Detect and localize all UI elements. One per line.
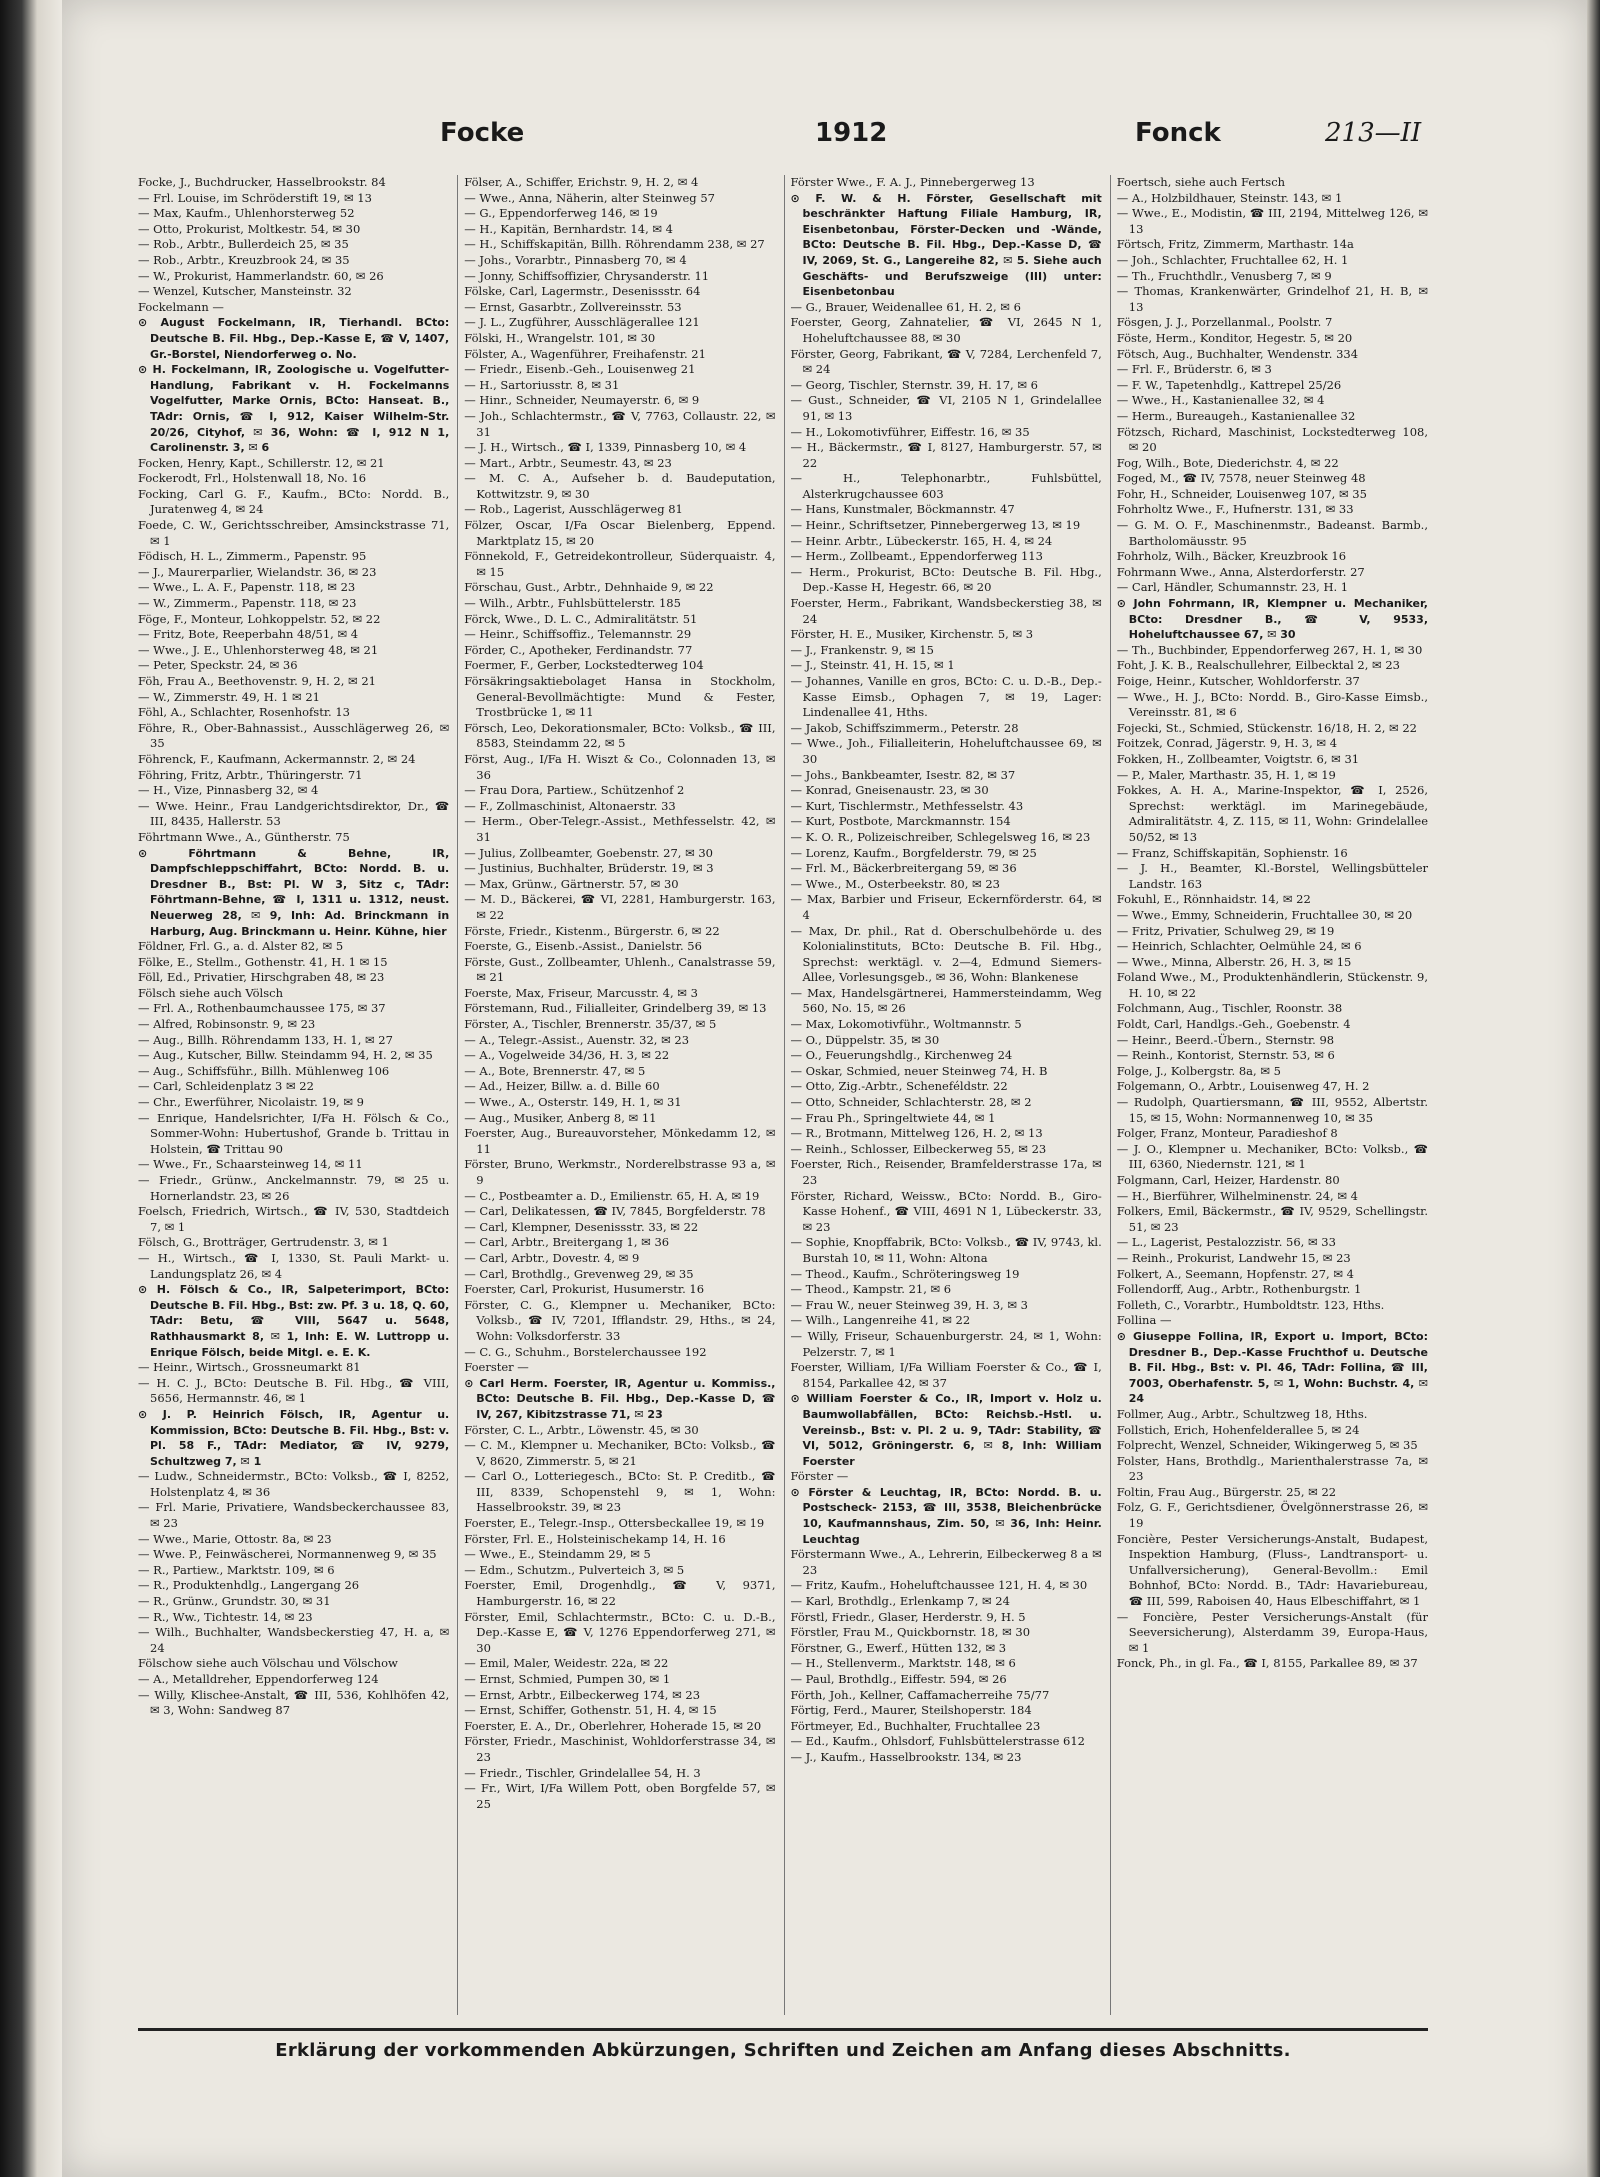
directory-entry: Foige, Heinr., Kutscher, Wohldorferstr. 37 (1116, 674, 1360, 688)
directory-entry: Foged, M., ☎ IV, 7578, neuer Steinweg 48 (1116, 471, 1366, 486)
directory-entry: — Reinh., Schlosser, Eilbeckerweg 55, ✉ 23 (790, 1141, 1047, 1156)
directory-entry: Fötsch, Aug., Buchhalter, Wendenstr. 334 (1116, 346, 1359, 361)
directory-entry: — Karl, Brothdlg., Erlenkamp 7, ✉ 24 (790, 1594, 1010, 1609)
directory-entry: — Th., Fruchthdlr., Venusberg 7, ✉ 9 (1116, 268, 1332, 283)
directory-entry: Foncière, Pester Versicherungs-Anstalt, Budapest, Inspektion Hamburg, (Fluss-, Landtransport- u. Unfallversicherung), General-Bevollm.: Emil Bohnhof, BCto: Nordd. B., TAdr: Havariebureau, ☎ III, 599, Raboisen 40, Haus Elbeschiffahrt, ✉ 1 (1116, 1531, 1428, 1609)
directory-entry: — J. L., Zugführer, Ausschlägerallee 121 (464, 315, 700, 330)
directory-entry: ⊙ August Fockelmann, IR, Tierhandl. BCto: Deutsche B. Fil. Hbg., Dep.-Kasse E, ☎ V, 1407, Gr.-Borstel, Niendorferweg o. No. (138, 316, 450, 361)
directory-entry: — Aug., Schiffsführ., Billh. Mühlenweg 106 (138, 1063, 390, 1078)
directory-entry: Folster, Hans, Brothdlg., Marienthalerstrasse 7a, ✉ 23 (1116, 1453, 1428, 1484)
directory-entry: — R., Brotmann, Mittelweg 126, H. 2, ✉ 13 (790, 1126, 1043, 1141)
directory-entry: — Wwe., Minna, Alberstr. 26, H. 3, ✉ 15 (1116, 954, 1352, 969)
directory-entry: — H., Sartoriusstr. 8, ✉ 31 (464, 377, 620, 392)
directory-entry: Föhre, R., Ober-Bahnassist., Ausschlägerweg 26, ✉ 35 (138, 720, 450, 751)
directory-entry: — A., Bote, Brennerstr. 47, ✉ 5 (464, 1063, 646, 1078)
directory-entry: — Aug., Kutscher, Billw. Steindamm 94, H. 2, ✉ 35 (138, 1048, 433, 1063)
directory-entry: — W., Zimmerstr. 49, H. 1 ✉ 21 (138, 689, 320, 704)
directory-entry: — Reinh., Prokurist, Landwehr 15, ✉ 23 (1116, 1250, 1351, 1265)
directory-entry: Förstl, Friedr., Glaser, Herderstr. 9, H. 5 (790, 1609, 1026, 1624)
directory-entry: — Ernst, Schmied, Pumpen 30, ✉ 1 (464, 1672, 671, 1686)
directory-entry: Fölsch, G., Brotträger, Gertrudenstr. 3, ✉ 1 (138, 1235, 389, 1250)
directory-entry: Förste, Gust., Zollbeamter, Uhlenh., Canalstrasse 59, ✉ 21 (464, 954, 776, 985)
directory-entry: ⊙ H. Fölsch & Co., IR, Salpeterimport, BCto: Deutsche B. Fil. Hbg., Bst: zw. Pf. 3 u. 18, Q. 60, TAdr: Betu, ☎ VIII, 5647 u. 5648, Rathhausmarkt 8, ✉ 1, Inh: E. W. Luttropp u. Enrique Fölsch, beide Mitgl. e. E. K. (138, 1283, 450, 1359)
abbreviation-note: Erklärung der vorkommenden Abkürzungen, Schriften und Zeichen am Anfang dieses Abschnitts. (275, 2040, 1291, 2061)
directory-entry: — Wwe., J. E., Uhlenhorsterweg 48, ✉ 21 (138, 642, 379, 657)
directory-entry: — Hinr., Schneider, Neumayerstr. 6, ✉ 9 (464, 393, 700, 408)
directory-entry: — Wwe., Emmy, Schneiderin, Fruchtallee 30, ✉ 20 (1116, 907, 1413, 922)
directory-entry: Fockerodt, Frl., Holstenwall 18, No. 16 (138, 471, 367, 486)
directory-entry: Förstner, G., Ewerf., Hütten 132, ✉ 3 (790, 1640, 1007, 1655)
directory-entry: — Emil, Maler, Weidestr. 22a, ✉ 22 (464, 1656, 669, 1671)
directory-entry: — Mart., Arbtr., Seumestr. 43, ✉ 23 (464, 455, 672, 470)
directory-entry: — P., Maler, Marthastr. 35, H. 1, ✉ 19 (1116, 767, 1336, 782)
directory-entry: — Aug., Billh. Röhrendamm 133, H. 1, ✉ 27 (138, 1032, 393, 1047)
book-spine (0, 0, 62, 2177)
directory-entry: Folprecht, Wenzel, Schneider, Wikingerweg 5, ✉ 35 (1116, 1438, 1418, 1453)
directory-entry: — Wwe. Heinr., Frau Landgerichtsdirektor, Dr., ☎ III, 8435, Hallerstr. 53 (138, 798, 450, 829)
directory-entry: Fölke, E., Stellm., Gothenstr. 41, H. 1 ✉ 15 (138, 954, 388, 969)
directory-entry: — Gust., Schneider, ☎ VI, 2105 N 1, Grindelallee 91, ✉ 13 (790, 393, 1102, 423)
directory-entry: Förster, Emil, Schlachtermstr., BCto: C. u. D.-B., Dep.-Kasse E, ☎ V, 1276 Eppendorferweg 271, ✉ 30 (464, 1609, 776, 1655)
directory-entry: — A., Metalldreher, Eppendorferweg 124 (138, 1672, 379, 1686)
directory-entry: — Joh., Schlachtermstr., ☎ V, 7763, Collaustr. 22, ✉ 31 (464, 408, 776, 439)
directory-entry: — W., Prokurist, Hammerlandstr. 60, ✉ 26 (138, 268, 384, 283)
directory-entry: Földner, Frl. G., a. d. Alster 82, ✉ 5 (138, 939, 344, 954)
directory-entry: — R., Produktenhdlg., Langergang 26 (138, 1578, 360, 1593)
directory-entry: Förtsch, Fritz, Zimmerm, Marthastr. 14a (1116, 237, 1354, 252)
directory-entry: Foldt, Carl, Handlgs.-Geh., Goebenstr. 4 (1116, 1017, 1351, 1032)
directory-entry: — Enrique, Handelsrichter, I/Fa H. Fölsch & Co., Sommer-Wohn: Hubertushof, Grande b. Trittau in Holstein, ☎ Trittau 90 (138, 1110, 450, 1156)
directory-entry: — A., Telegr.-Assist., Auenstr. 32, ✉ 23 (464, 1032, 690, 1047)
directory-entry: Försäkringsaktiebolaget Hansa in Stockholm, General-Bevollmächtigte: Mund & Fester, Trostbrücke 1, ✉ 11 (464, 674, 776, 720)
directory-entry: Förder, C., Apotheker, Ferdinandstr. 77 (464, 642, 693, 657)
directory-entry: Förster, Bruno, Werkmstr., Norderelbstrasse 93 a, ✉ 9 (464, 1157, 776, 1187)
directory-entry: — Wwe., Fr., Schaarsteinweg 14, ✉ 11 (138, 1157, 363, 1172)
directory-entry: Folgmann, Carl, Heizer, Hardenstr. 80 (1116, 1173, 1340, 1187)
directory-entry: — Heinr., Beerd.-Übern., Sternstr. 98 (1116, 1032, 1335, 1047)
directory-entry: Förster, C. L., Arbtr., Löwenstr. 45, ✉ 30 (464, 1422, 699, 1437)
directory-entry: Foitzek, Conrad, Jägerstr. 9, H. 3, ✉ 4 (1116, 736, 1338, 751)
directory-entry: — Wwe., M., Osterbeekstr. 80, ✉ 23 (790, 876, 1000, 891)
directory-entry: Förste, Friedr., Kistenm., Bürgerstr. 6, ✉ 22 (464, 923, 720, 938)
directory-entry: Folkers, Emil, Bäckermstr., ☎ IV, 9529, Schellingstr. 51, ✉ 23 (1116, 1204, 1428, 1234)
directory-entry: — C., Postbeamter a. D., Emilienstr. 65, H. A, ✉ 19 (464, 1188, 760, 1203)
directory-entry: — Ernst, Arbtr., Eilbeckerweg 174, ✉ 23 (464, 1687, 701, 1702)
directory-entry: ⊙ Förster & Leuchtag, IR, BCto: Nordd. B. u. Postscheck- 2153, ☎ III, 3538, Bleichenbrücke 10, Kaufmannshaus, Zim. 50, ✉ 36, Inh: Heinr. Leuchtag (790, 1485, 1102, 1546)
directory-entry: — Wwe., A., Osterstr. 149, H. 1, ✉ 31 (464, 1095, 682, 1110)
directory-entry: — Carl, Arbtr., Dovestr. 4, ✉ 9 (464, 1250, 640, 1265)
directory-entry: — C. M., Klempner u. Mechaniker, BCto: Volksb., ☎ V, 8620, Zimmerstr. 5, ✉ 21 (464, 1438, 776, 1468)
directory-entry: — Frau Dora, Partiew., Schützenhof 2 (464, 783, 685, 798)
directory-entry: — H., Wirtsch., ☎ I, 1330, St. Pauli Markt- u. Landungsplatz 26, ✉ 4 (138, 1250, 450, 1281)
directory-entry: — Herm., Prokurist, BCto: Deutsche B. Fil. Hbg., Dep.-Kasse H, Hegestr. 66, ✉ 20 (790, 564, 1102, 595)
directory-entry: Fohrholtz Wwe., F., Hufnerstr. 131, ✉ 33 (1116, 502, 1354, 517)
directory-entry: Fölschow siehe auch Völschau und Völschow (138, 1656, 398, 1671)
directory-entry: — Wwe., Marie, Ottostr. 8a, ✉ 23 (138, 1531, 332, 1546)
directory-entry: — Theod., Kampstr. 21, ✉ 6 (790, 1282, 952, 1297)
directory-entry: — Wilh., Langenreihe 41, ✉ 22 (790, 1313, 971, 1328)
directory-entry: — Th., Buchbinder, Eppendorferweg 267, H. 1, ✉ 30 (1116, 642, 1423, 657)
directory-entry: Förstemann, Rud., Filialleiter, Grindelberg 39, ✉ 13 (464, 1001, 767, 1016)
directory-entry: — H., Kapitän, Bernhardstr. 14, ✉ 4 (464, 221, 673, 236)
directory-entry: — Rudolph, Quartiersmann, ☎ III, 9552, Albertstr. 15, ✉ 15, Wohn: Normannenweg 10, ✉ 35 (1116, 1095, 1428, 1125)
directory-entry: Fokken, H., Zollbeamter, Voigtstr. 6, ✉ 31 (1116, 751, 1360, 766)
directory-entry: Follina — (1116, 1313, 1172, 1328)
directory-entry: Foerste, Max, Friseur, Marcusstr. 4, ✉ 3 (464, 985, 698, 1000)
directory-entry: — Ad., Heizer, Billw. a. d. Bille 60 (464, 1079, 660, 1094)
directory-entry: Förster, A., Tischler, Brennerstr. 35/37, ✉ 5 (464, 1017, 717, 1032)
directory-entry: — H., Stellenverm., Marktstr. 148, ✉ 6 (790, 1656, 1016, 1671)
directory-entry: Folz, G. F., Gerichtsdiener, Övelgönnerstrasse 26, ✉ 19 (1116, 1500, 1428, 1531)
directory-entry: Förster, C. G., Klempner u. Mechaniker, BCto: Volksb., ☎ IV, 7201, Ifflandstr. 29, Hths., ✉ 24, Wohn: Volksdorferstr. 33 (464, 1297, 776, 1343)
directory-entry: Fokkes, A. H. A., Marine-Inspektor, ☎ I, 2526, Sprechst: werktägl. im Marinegebäude, Admiralitätstr. 4, Z. 115, ✉ 11, Wohn: Grindelallee 50/52, ✉ 13 (1116, 783, 1428, 844)
directory-entry: Fölzer, Oscar, I/Fa Oscar Bielenberg, Eppend. Marktplatz 15, ✉ 20 (464, 518, 776, 548)
directory-entry: — O., Düppelstr. 35, ✉ 30 (790, 1032, 940, 1047)
directory-entry: — H., Bierführer, Wilhelminenstr. 24, ✉ 4 (1116, 1188, 1358, 1203)
directory-entry: Foerster, Emil, Drogenhdlg., ☎ V, 9371, Hamburgerstr. 16, ✉ 22 (464, 1578, 776, 1609)
directory-entry: — Foncière, Pester Versicherungs-Anstalt (für Seeversicherung), Alsterdamm 39, Europa-Haus, ✉ 1 (1116, 1609, 1428, 1655)
directory-entry: — Fr., Wirt, I/Fa Willem Pott, oben Borgfelde 57, ✉ 25 (464, 1781, 776, 1811)
directory-entry: — F., Zollmaschinist, Altonaerstr. 33 (464, 798, 676, 813)
directory-entry: — Edm., Schutzm., Pulverteich 3, ✉ 5 (464, 1562, 685, 1577)
directory-entry: — J., Frankenstr. 9, ✉ 15 (790, 642, 934, 657)
directory-entry: — Wwe., E., Steindamm 29, ✉ 5 (464, 1547, 651, 1562)
directory-entry: Folge, J., Kolbergstr. 8a, ✉ 5 (1116, 1063, 1281, 1078)
running-head-left: Focke (440, 118, 525, 148)
directory-entry: — Herm., Bureaugeh., Kastanienallee 32 (1116, 408, 1356, 423)
directory-entry: Foede, C. W., Gerichtsschreiber, Amsinckstrasse 71, ✉ 1 (138, 518, 450, 548)
directory-entry: — Carl, Brothdlg., Grevenweg 29, ✉ 35 (464, 1266, 694, 1281)
page-header (110, 118, 1430, 158)
directory-entry: — Hans, Kunstmaler, Böckmannstr. 47 (790, 502, 1015, 517)
directory-entry: — Wilh., Arbtr., Fuhlsbüttelerstr. 185 (464, 596, 681, 611)
directory-entry: — Wwe., L. A. F., Papenstr. 118, ✉ 23 (138, 580, 356, 595)
running-head-year: 1912 (815, 118, 888, 148)
directory-entry: — Konrad, Gneisenaustr. 23, ✉ 30 (790, 783, 989, 798)
directory-entry: — Max, Kaufm., Uhlenhorsterweg 52 (138, 206, 355, 221)
directory-entry: — J. H., Beamter, Kl.-Borstel, Wellingsbütteler Landstr. 163 (1116, 861, 1428, 891)
directory-entry: Förster, Frl. E., Holsteinischekamp 14, H. 16 (464, 1531, 726, 1546)
directory-entry: — Friedr., Tischler, Grindelallee 54, H. 3 (464, 1765, 701, 1780)
directory-entry: Fohrmann Wwe., Anna, Alsterdorferstr. 27 (1116, 564, 1365, 579)
directory-entry: — Heinr., Schiffsoffiz., Telemannstr. 29 (464, 627, 692, 642)
directory-entry: — Max, Handelsgärtnerei, Hammersteindamm, Weg 560, No. 15, ✉ 26 (790, 985, 1102, 1016)
directory-entry: — C. G., Schuhm., Borstelerchaussee 192 (464, 1344, 707, 1359)
directory-entry: — J. H., Wirtsch., ☎ I, 1339, Pinnasberg 10, ✉ 4 (464, 440, 747, 455)
directory-entry: — Max, Dr. phil., Rat d. Oberschulbehörde u. des Kolonialinstituts, BCto: Deutsche B. Fil. Hbg., Sprechst: werktägl. v. 2—4, Edmund Siemers-Allee, Vorlesungsgeb., ✉ 36, Wohn: Blankenese (790, 923, 1102, 985)
column-3 (784, 175, 1102, 2015)
directory-entry: — L., Lagerist, Pestalozzistr. 56, ✉ 33 (1116, 1235, 1336, 1250)
directory-entry: — Heinr., Wirtsch., Grossneumarkt 81 (138, 1360, 361, 1375)
column-2 (457, 175, 775, 2015)
directory-entry: — Sophie, Knopffabrik, BCto: Volksb., ☎ IV, 9743, kl. Burstah 10, ✉ 11, Wohn: Altona (790, 1235, 1102, 1265)
directory-entry: Föge, F., Monteur, Lohkoppelstr. 52, ✉ 22 (138, 611, 381, 626)
directory-entry: Fönnekold, F., Getreidekontrolleur, Süderquaistr. 4, ✉ 15 (464, 549, 776, 579)
page-edge (1587, 0, 1600, 2177)
page-number: 213—II (1325, 118, 1422, 148)
directory-entry: Fohrholz, Wilh., Bäcker, Kreuzbrook 16 (1116, 549, 1347, 564)
directory-entry: Förster Wwe., F. A. J., Pinnebergerweg 13 (790, 175, 1035, 189)
directory-entry: Föll, Ed., Privatier, Hirschgraben 48, ✉ 23 (138, 970, 385, 985)
directory-entry: — Ernst, Gasarbtr., Zollvereinsstr. 53 (464, 299, 682, 314)
directory-entry: — Otto, Schneider, Schlachterstr. 28, ✉ 2 (790, 1095, 1032, 1110)
directory-entry: Fölski, H., Wrangelstr. 101, ✉ 30 (464, 330, 656, 345)
directory-entry: — Carl, Arbtr., Breitergang 1, ✉ 36 (464, 1235, 670, 1250)
directory-entry: Focken, Henry, Kapt., Schillerstr. 12, ✉ 21 (138, 455, 385, 470)
directory-entry: Förth, Joh., Kellner, Caffamacherreihe 75/77 (790, 1687, 1050, 1702)
directory-entry: — Lorenz, Kaufm., Borgfelderstr. 79, ✉ 25 (790, 845, 1037, 860)
directory-entry: Förster, Friedr., Maschinist, Wohldorferstrasse 34, ✉ 23 (464, 1734, 776, 1764)
directory-entry: — Herm., Ober-Telegr.-Assist., Methfesselstr. 42, ✉ 31 (464, 814, 776, 844)
directory-entry: — Willy, Klischee-Anstalt, ☎ III, 536, Kohlhöfen 42, ✉ 3, Wohn: Sandweg 87 (138, 1687, 450, 1718)
directory-entry: — Rob., Arbtr., Bullerdeich 25, ✉ 35 (138, 237, 349, 252)
directory-entry: — Carl, Händler, Schumannstr. 23, H. 1 (1116, 580, 1349, 595)
column-4 (1110, 175, 1428, 2015)
directory-entry: Fohr, H., Schneider, Louisenweg 107, ✉ 35 (1116, 486, 1367, 501)
directory-entry: ⊙ Carl Herm. Foerster, IR, Agentur u. Kommiss., BCto: Deutsche B. Fil. Hbg., Dep.-Kasse D, ☎ IV, 267, Kibitzstrasse 71, ✉ 23 (464, 1376, 776, 1421)
directory-entry: Fölske, Carl, Lagermstr., Desenissstr. 64 (464, 284, 701, 299)
footer-rule (138, 2028, 1428, 2031)
directory-entry: — Alfred, Robinsonstr. 9, ✉ 23 (138, 1017, 316, 1032)
directory-entry: Foerster, Carl, Prokurist, Husumerstr. 16 (464, 1282, 705, 1297)
directory-entry: — Joh., Schlachter, Fruchtallee 62, H. 1 (1116, 252, 1349, 267)
directory-entry: Foltin, Frau Aug., Bürgerstr. 25, ✉ 22 (1116, 1484, 1337, 1499)
directory-entry: — Jonny, Schiffsoffizier, Chrysanderstr. 11 (464, 268, 710, 283)
directory-entry: Foerster, Georg, Zahnatelier, ☎ VI, 2645 N 1, Hoheluftchaussee 88, ✉ 30 (790, 315, 1102, 345)
directory-entry: Foerster, William, I/Fa William Foerster & Co., ☎ I, 8154, Parkallee 42, ✉ 37 (790, 1360, 1102, 1390)
directory-entry: Förster, Richard, Weissw., BCto: Nordd. B., Giro-Kasse Hohenf., ☎ VIII, 4691 N 1, Lübeckerstr. 33, ✉ 23 (790, 1188, 1102, 1234)
directory-entry: — R., Ww., Tichtestr. 14, ✉ 23 (138, 1609, 313, 1624)
directory-entry: Follstich, Erich, Hohenfelderallee 5, ✉ 24 (1116, 1422, 1360, 1437)
directory-entry: Fölser, A., Schiffer, Erichstr. 9, H. 2, ✉ 4 (464, 175, 699, 189)
directory-entry: — W., Zimmerm., Papenstr. 118, ✉ 23 (138, 596, 357, 611)
directory-entry: Folgemann, O., Arbtr., Louisenweg 47, H. 2 (1116, 1079, 1370, 1094)
directory-entry: Förtmeyer, Ed., Buchhalter, Fruchtallee 23 (790, 1718, 1041, 1733)
directory-entry: — Thomas, Krankenwärter, Grindelhof 21, H. B, ✉ 13 (1116, 284, 1428, 314)
directory-entry: ⊙ F. W. & H. Förster, Gesellschaft mit beschränkter Haftung Filiale Hamburg, IR, Eisenbetonbau, Förster-Decken und -Wände, BCto: Deutsche B. Fil. Hbg., Dep.-Kasse D, ☎ IV, 2069, St. G., Langereihe 82, ✉ 5. Siehe auch Geschäfts- und Berufszweige (III) unter: Eisenbetonbau (790, 191, 1102, 299)
directory-entry: ⊙ John Fohrmann, IR, Klempner u. Mechaniker, BCto: Dresdner B., ☎ V, 9533, Hoheluftchaussee 67, ✉ 30 (1116, 597, 1428, 642)
directory-entry: — Wwe. P., Feinwäscherei, Normannenweg 9, ✉ 35 (138, 1547, 437, 1562)
directory-entry: — Ludw., Schneidermstr., BCto: Volksb., ☎ I, 8252, Holstenplatz 4, ✉ 36 (138, 1469, 450, 1499)
directory-entry: — J., Steinstr. 41, H. 15, ✉ 1 (790, 658, 955, 673)
directory-entry: — Franz, Schiffskapitän, Sophienstr. 16 (1116, 845, 1348, 860)
directory-entry: — Theod., Kaufm., Schröteringsweg 19 (790, 1266, 1020, 1281)
directory-entry: Foerster, E. A., Dr., Oberlehrer, Hoherade 15, ✉ 20 (464, 1718, 762, 1733)
directory-entry: Foerste, G., Eisenb.-Assist., Danielstr. 56 (464, 939, 702, 954)
directory-entry: Foermer, F., Gerber, Lockstedterweg 104 (464, 658, 704, 673)
directory-entry: Fösgen, J. J., Porzellanmal., Poolstr. 7 (1116, 315, 1333, 330)
directory-entry: — Johs., Vorarbtr., Pinnasberg 70, ✉ 4 (464, 252, 687, 267)
directory-entry: — Willy, Friseur, Schauenburgerstr. 24, ✉ 1, Wohn: Pelzerstr. 7, ✉ 1 (790, 1328, 1102, 1359)
directory-entry: — Carl, Schleidenplatz 3 ✉ 22 (138, 1079, 314, 1094)
directory-entry: Fokuhl, E., Rönnhaidstr. 14, ✉ 22 (1116, 892, 1311, 907)
directory-entry: — A., Holzbildhauer, Steinstr. 143, ✉ 1 (1116, 190, 1343, 205)
directory-entry: Föhring, Fritz, Arbtr., Thüringerstr. 71 (138, 767, 363, 782)
directory-entry: Föh, Frau A., Beethovenstr. 9, H. 2, ✉ 21 (138, 674, 376, 688)
directory-entry: — Fritz, Kaufm., Hoheluftchaussee 121, H. 4, ✉ 30 (790, 1578, 1088, 1593)
directory-entry: Follmer, Aug., Arbtr., Schultzweg 18, Hths. (1116, 1406, 1368, 1421)
directory-entry: — Friedr., Eisenb.-Geh., Louisenweg 21 (464, 362, 696, 377)
directory-entry: — Heinr., Schriftsetzer, Pinnebergerweg 13, ✉ 19 (790, 518, 1081, 533)
directory-entry: — H., Schiffskapitän, Billh. Röhrendamm 238, ✉ 27 (464, 237, 765, 252)
directory-entry: — Johannes, Vanille en gros, BCto: C. u. D.-B., Dep.-Kasse Eimsb., Ophagen 7, ✉ 19, Lager: Lindenallee 41, Hths. (790, 674, 1102, 720)
directory-entry: Folkert, A., Seemann, Hopfenstr. 27, ✉ 4 (1116, 1266, 1354, 1281)
directory-entry: Foerster, E., Telegr.-Insp., Ottersbeckallee 19, ✉ 19 (464, 1516, 765, 1531)
directory-entry: — R., Grünw., Grundstr. 30, ✉ 31 (138, 1594, 331, 1609)
directory-entry: — Herm., Zollbeamt., Eppendorferweg 113 (790, 549, 1043, 564)
directory-entry: — Julius, Zollbeamter, Goebenstr. 27, ✉ 30 (464, 845, 713, 860)
directory-entry: — Ernst, Schiffer, Gothenstr. 51, H. 4, ✉ 15 (464, 1703, 717, 1718)
directory-entry: — Frl. M., Bäckerbreitergang 59, ✉ 36 (790, 861, 1017, 876)
directory-entry: — K. O. R., Polizeischreiber, Schlegelsweg 16, ✉ 23 (790, 829, 1091, 844)
directory-entry: Förschau, Gust., Arbtr., Dehnhaide 9, ✉ 22 (464, 580, 714, 595)
directory-entry: — Wwe., Joh., Filialleiterin, Hoheluftchaussee 69, ✉ 30 (790, 736, 1102, 766)
directory-entry: Follendorff, Aug., Arbtr., Rothenburgstr. 1 (1116, 1282, 1362, 1297)
directory-entry: Fog, Wilh., Bote, Diederichstr. 4, ✉ 22 (1116, 455, 1339, 470)
directory-entry: — Friedr., Grünw., Anckelmannstr. 79, ✉ 25 u. Hornerlandstr. 23, ✉ 26 (138, 1173, 450, 1203)
directory-entry: — Max, Barbier und Friseur, Eckernförderstr. 64, ✉ 4 (790, 892, 1102, 922)
directory-entry: — H., Bäckermstr., ☎ I, 8127, Hamburgerstr. 57, ✉ 22 (790, 440, 1102, 470)
directory-entry: — F. W., Tapetenhdlg., Kattrepel 25/26 (1116, 377, 1342, 392)
directory-entry: — Kurt, Tischlermstr., Methfesselstr. 43 (790, 798, 1024, 813)
directory-entry: — Otto, Prokurist, Moltkestr. 54, ✉ 30 (138, 221, 361, 236)
directory-entry: Foerster — (464, 1360, 529, 1375)
directory-entry: — G. M. O. F., Maschinenmstr., Badeanst. Barmb., Bartholomäusstr. 95 (1116, 518, 1428, 548)
directory-entry: — H., Lokomotivführer, Eiffestr. 16, ✉ 35 (790, 424, 1030, 439)
directory-columns (138, 175, 1428, 2015)
directory-entry: Förster — (790, 1469, 849, 1484)
directory-entry: — Frl. A., Rothenbaumchaussee 175, ✉ 37 (138, 1001, 386, 1016)
directory-entry: — J. O., Klempner u. Mechaniker, BCto: Volksb., ☎ III, 6360, Niedernstr. 121, ✉ 1 (1116, 1141, 1428, 1172)
directory-entry: — Wilh., Buchhalter, Wandsbeckerstieg 47, H. a, ✉ 24 (138, 1625, 450, 1655)
directory-entry: Focke, J., Buchdrucker, Hasselbrookstr. 84 (138, 175, 386, 189)
directory-entry: — Carl, Delikatessen, ☎ IV, 7845, Borgfelderstr. 78 (464, 1204, 766, 1219)
directory-entry: ⊙ William Foerster & Co., IR, Import v. Holz u. Baumwollabfällen, BCto: Reichsb.-Hstl. u. Vereinsb., Bst: v. Pl. 2 u. 9, TAdr: Stability, ☎ VI, 5012, Gröningerstr. 6, ✉ 8, Inh: William Foerster (790, 1392, 1102, 1468)
directory-entry: Foertsch, siehe auch Fertsch (1116, 175, 1286, 189)
directory-entry: Foht, J. K. B., Realschullehrer, Eilbecktal 2, ✉ 23 (1116, 658, 1400, 673)
directory-entry: — Oskar, Schmied, neuer Steinweg 74, H. B (790, 1063, 1048, 1078)
directory-entry: — Wwe., H. J., BCto: Nordd. B., Giro-Kasse Eimsb., Vereinsstr. 81, ✉ 6 (1116, 689, 1428, 720)
directory-entry: Försch, Leo, Dekorationsmaler, BCto: Volksb., ☎ III, 8583, Steindamm 22, ✉ 5 (464, 720, 776, 751)
directory-entry: — Wwe., H., Kastanienallee 32, ✉ 4 (1116, 393, 1325, 408)
directory-entry: — A., Vogelweide 34/36, H. 3, ✉ 22 (464, 1048, 670, 1063)
directory-entry: — J., Maurerparlier, Wielandstr. 36, ✉ 23 (138, 564, 377, 579)
directory-entry: Foerster, Rich., Reisender, Bramfelderstrasse 17a, ✉ 23 (790, 1157, 1102, 1187)
directory-entry: — Carl, Klempner, Desenissstr. 33, ✉ 22 (464, 1219, 699, 1234)
directory-entry: — Fritz, Privatier, Schulweg 29, ✉ 19 (1116, 923, 1335, 938)
directory-entry: — M. C. A., Aufseher b. d. Baudeputation, Kottwitzstr. 9, ✉ 30 (464, 471, 776, 501)
directory-entry: Föste, Herm., Konditor, Hegestr. 5, ✉ 20 (1116, 330, 1353, 345)
directory-entry: — Otto, Zig.-Arbtr., Scheneféldstr. 22 (790, 1079, 1008, 1094)
directory-entry: Foerster, Aug., Bureauvorsteher, Mönkedamm 12, ✉ 11 (464, 1126, 776, 1156)
directory-entry: — Wwe., Anna, Näherin, alter Steinweg 57 (464, 190, 715, 205)
directory-entry: Foerster, Herm., Fabrikant, Wandsbeckerstieg 38, ✉ 24 (790, 596, 1102, 626)
directory-entry: — Rob., Lagerist, Ausschlägerweg 81 (464, 502, 683, 517)
directory-entry: Folchmann, Aug., Tischler, Roonstr. 38 (1116, 1001, 1343, 1016)
directory-entry: — Wwe., E., Modistin, ☎ III, 2194, Mittelweg 126, ✉ 13 (1116, 206, 1428, 236)
directory-entry: — Frau W., neuer Steinweg 39, H. 3, ✉ 3 (790, 1297, 1028, 1312)
directory-entry: ⊙ Föhrtmann & Behne, IR, Dampfschleppschiffahrt, BCto: Nordd. B. u. Dresdner B., Bst: Pl. W 3, Sitz c, TAdr: Föhrtmann-Behne, ☎ I, 1311 u. 1312, neust. Neuerweg 28, ✉ 9, Inh: Ad. Brinckmann in Harburg, Aug. Brinckmann u. Heinr. Kühne, hier (138, 846, 450, 938)
directory-entry: ⊙ H. Fockelmann, IR, Zoologische u. Vogelfutter-Handlung, Fabrikant v. H. Fockelmanns Vogelfutter, Marke Ornis, BCto: Hanseat. B., TAdr: Ornis, ☎ I, 912, Kaiser Wilhelm-Str. 20/26, Cityhof, ✉ 36, Wohn: ☎ I, 912 N 1, Carolinenstr. 3, ✉ 6 (138, 363, 450, 455)
directory-entry: Förster, Georg, Fabrikant, ☎ V, 7284, Lerchenfeld 7, ✉ 24 (790, 346, 1102, 377)
directory-entry: Förck, Wwe., D. L. C., Admiralitätstr. 51 (464, 611, 698, 626)
column-1 (138, 175, 449, 2015)
directory-entry: Fockelmann — (138, 299, 224, 314)
directory-entry: Förstler, Frau M., Quickbornstr. 18, ✉ 30 (790, 1625, 1031, 1640)
directory-entry: Förtig, Ferd., Maurer, Steilshoperstr. 184 (790, 1703, 1032, 1718)
directory-entry: Födisch, H. L., Zimmerm., Papenstr. 95 (138, 549, 367, 564)
directory-entry: Fojecki, St., Schmied, Stückenstr. 16/18, H. 2, ✉ 22 (1116, 720, 1417, 735)
directory-entry: — Paul, Brothdlg., Eiffestr. 594, ✉ 26 (790, 1672, 1007, 1686)
directory-entry: — Frl. Louise, im Schröderstift 19, ✉ 13 (138, 190, 372, 205)
directory-entry: — H., Vize, Pinnasberg 32, ✉ 4 (138, 783, 319, 798)
directory-entry: — Max, Lokomotivführ., Woltmannstr. 5 (790, 1017, 1022, 1032)
directory-entry: — H. C. J., BCto: Deutsche B. Fil. Hbg., ☎ VIII, 5656, Hermannstr. 46, ✉ 1 (138, 1375, 450, 1406)
directory-entry: Föhl, A., Schlachter, Rosenhofstr. 13 (138, 705, 351, 720)
directory-entry: — R., Partiew., Marktstr. 109, ✉ 6 (138, 1562, 335, 1577)
directory-entry: — Heinr. Arbtr., Lübeckerstr. 165, H. 4, ✉ 24 (790, 533, 1053, 548)
directory-entry: — Georg, Tischler, Sternstr. 39, H. 17, ✉ 6 (790, 377, 1038, 392)
directory-entry: — Fritz, Bote, Reeperbahn 48/51, ✉ 4 (138, 627, 359, 642)
directory-entry: Fötzsch, Richard, Maschinist, Lockstedterweg 108, ✉ 20 (1116, 424, 1428, 455)
directory-entry: — G., Brauer, Weidenallee 61, H. 2, ✉ 6 (790, 299, 1021, 314)
directory-entry: — Aug., Musiker, Anberg 8, ✉ 11 (464, 1110, 657, 1125)
directory-entry: — J., Kaufm., Hasselbrookstr. 134, ✉ 23 (790, 1749, 1022, 1764)
directory-entry: — Max, Grünw., Gärtnerstr. 57, ✉ 30 (464, 876, 679, 891)
directory-entry: Folleth, C., Vorarbtr., Humboldtstr. 123, Hths. (1116, 1297, 1385, 1312)
directory-entry: Folger, Franz, Monteur, Paradieshof 8 (1116, 1126, 1338, 1141)
directory-entry: — Justinius, Buchhalter, Brüderstr. 19, ✉ 3 (464, 861, 714, 876)
directory-entry: Föhrtmann Wwe., A., Güntherstr. 75 (138, 829, 350, 844)
directory-entry: — Peter, Speckstr. 24, ✉ 36 (138, 658, 298, 673)
directory-entry: — H., Telephonarbtr., Fuhlsbüttel, Alsterkrugchaussee 603 (790, 471, 1102, 501)
directory-entry: — Reinh., Kontorist, Sternstr. 53, ✉ 6 (1116, 1048, 1335, 1063)
directory-entry: — M. D., Bäckerei, ☎ VI, 2281, Hamburgerstr. 163, ✉ 22 (464, 892, 776, 922)
directory-entry: — Rob., Arbtr., Kreuzbrook 24, ✉ 35 (138, 252, 350, 267)
directory-entry: — Chr., Ewerführer, Nicolaistr. 19, ✉ 9 (138, 1095, 364, 1110)
directory-entry: Förstermann Wwe., A., Lehrerin, Eilbeckerweg 8 a ✉ 23 (790, 1547, 1102, 1577)
directory-entry: — Wenzel, Kutscher, Mansteinstr. 32 (138, 284, 352, 299)
directory-entry: Fölsch siehe auch Völsch (138, 985, 283, 1000)
directory-entry: — Carl O., Lotteriegesch., BCto: St. P. Creditb., ☎ III, 8339, Schopenstehl 9, ✉ 1, Wohn: Hasselbrookstr. 39, ✉ 23 (464, 1469, 776, 1515)
directory-entry: — Johs., Bankbeamter, Isestr. 82, ✉ 37 (790, 767, 1016, 782)
directory-entry: Först, Aug., I/Fa H. Wiszt & Co., Colonnaden 13, ✉ 36 (464, 751, 776, 782)
directory-entry: ⊙ Giuseppe Follina, IR, Export u. Import, BCto: Dresdner B., Dep.-Kasse Fruchthof u. Deutsche B. Fil. Hbg., Bst: v. Pl. 46, TAdr: Follina, ☎ III, 7003, Oberhafenstr. 5, ✉ 1, Wohn: Buchstr. 4, ✉ 24 (1116, 1329, 1428, 1406)
directory-entry: Föhrenck, F., Kaufmann, Ackermannstr. 2, ✉ 24 (138, 751, 416, 766)
directory-entry: — Frl. F., Brüderstr. 6, ✉ 3 (1116, 362, 1272, 377)
running-head-right: Fonck (1135, 118, 1221, 148)
directory-entry: — Frl. Marie, Privatiere, Wandsbeckerchaussee 83, ✉ 23 (138, 1500, 450, 1531)
directory-entry: — Heinrich, Schlachter, Oelmühle 24, ✉ 6 (1116, 939, 1362, 954)
directory-entry: Förster, H. E., Musiker, Kirchenstr. 5, ✉ 3 (790, 627, 1034, 642)
directory-entry: — O., Feuerungshdlg., Kirchenweg 24 (790, 1048, 1013, 1063)
directory-entry: — Jakob, Schiffszimmerm., Peterstr. 28 (790, 720, 1019, 735)
directory-entry: Fonck, Ph., in gl. Fa., ☎ I, 8155, Parkallee 89, ✉ 37 (1116, 1656, 1418, 1671)
directory-entry: Fölster, A., Wagenführer, Freihafenstr. 21 (464, 346, 706, 361)
directory-entry: — Kurt, Postbote, Marckmannstr. 154 (790, 814, 1011, 829)
directory-entry: — Ed., Kaufm., Ohlsdorf, Fuhlsbüttelerstrasse 612 (790, 1734, 1085, 1749)
directory-entry: ⊙ J. P. Heinrich Fölsch, IR, Agentur u. Kommission, BCto: Deutsche B. Fil. Hbg., Bst: v. Pl. 58 F., TAdr: Mediator, ☎ IV, 9279, Schultzweg 7, ✉ 1 (138, 1407, 450, 1468)
directory-entry: Foelsch, Friedrich, Wirtsch., ☎ IV, 530, Stadtdeich 7, ✉ 1 (138, 1204, 450, 1234)
directory-entry: Foland Wwe., M., Produktenhändlerin, Stückenstr. 9, H. 10, ✉ 22 (1116, 970, 1428, 1000)
directory-entry: — G., Eppendorferweg 146, ✉ 19 (464, 206, 658, 221)
directory-entry: — Frau Ph., Springeltwiete 44, ✉ 1 (790, 1110, 996, 1125)
directory-entry: Focking, Carl G. F., Kaufm., BCto: Nordd. B., Juratenweg 4, ✉ 24 (138, 486, 450, 517)
